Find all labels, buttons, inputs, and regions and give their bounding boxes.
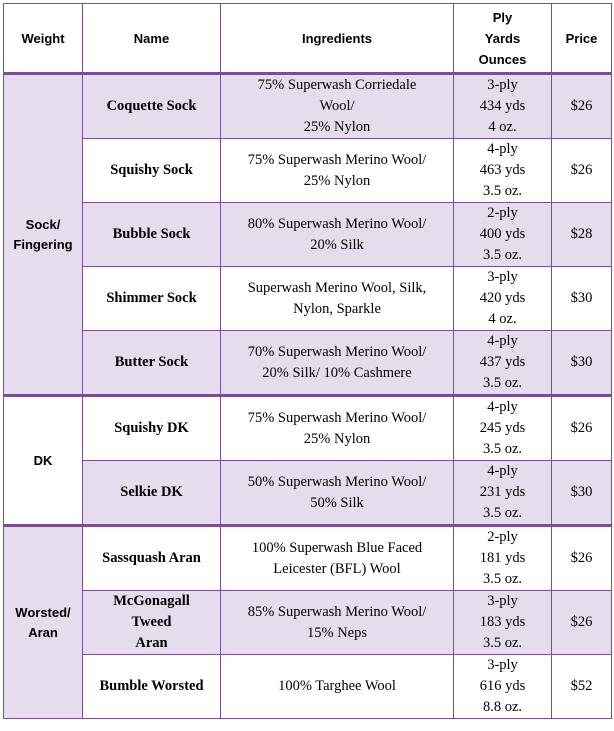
ingredient-line: 50% Silk — [310, 494, 364, 511]
header-name: Name — [83, 4, 221, 74]
yarn-name-cell — [83, 526, 221, 591]
ingredient-line: 25% Nylon — [303, 172, 371, 189]
yarn-name-cell — [83, 655, 221, 719]
ingredient-line: Nylon, Sparkle — [293, 300, 381, 317]
header-ply: Ply — [492, 9, 513, 25]
ingredients-cell — [221, 526, 454, 591]
yarn-name: Bubble Sock — [112, 226, 191, 242]
price-cell: $52 — [552, 655, 612, 719]
ply-value: 3-ply — [487, 657, 518, 673]
table-row — [4, 267, 612, 331]
ingredient-line: 100% Targhee Wool — [278, 678, 396, 694]
weight-label: Sock/ — [25, 216, 61, 232]
ply-yards-ounces-cell — [454, 655, 552, 719]
ply-yards-ounces-cell — [454, 526, 552, 591]
ounces-value: 8.8 oz. — [482, 699, 523, 715]
ounces-value: 3.5 oz. — [482, 375, 523, 391]
price-cell: $26 — [552, 74, 612, 139]
ingredient-line: 75% Superwash Corriedale — [257, 77, 417, 93]
ingredient-line: 20% Silk/ 10% Cashmere — [262, 364, 412, 381]
table-row — [4, 331, 612, 396]
ply-value: 3-ply — [487, 593, 518, 609]
yarn-name-cell — [83, 461, 221, 526]
yarn-name: Aran — [135, 635, 168, 651]
yards-value: 434 yds — [479, 98, 526, 114]
ingredient-line: 25% Nylon — [303, 430, 371, 447]
yards-value: 437 yds — [479, 354, 526, 370]
yarn-name: McGonagall — [113, 593, 190, 609]
ply-value: 3-ply — [487, 77, 518, 93]
header-ingredients: Ingredients — [221, 4, 454, 74]
ingredient-line: 20% Silk — [310, 236, 364, 253]
ingredients-cell — [221, 655, 454, 719]
yarn-name: Shimmer Sock — [106, 290, 197, 306]
table-row — [4, 655, 612, 719]
ply-yards-ounces-cell — [454, 591, 552, 655]
yarn-name-cell — [83, 396, 221, 461]
header-ply-yards-ounces — [454, 4, 552, 74]
ingredient-line: 70% Superwash Merino Wool/ — [247, 343, 427, 360]
ply-yards-ounces-cell — [454, 203, 552, 267]
ply-value: 3-ply — [487, 269, 518, 285]
ingredients-cell — [221, 396, 454, 461]
ingredients-cell — [221, 591, 454, 655]
ingredient-line: 25% Nylon — [303, 119, 371, 135]
yards-value: 400 yds — [479, 226, 526, 242]
ingredient-line: 15% Neps — [306, 624, 367, 641]
ingredient-line: 75% Superwash Merino Wool/ — [247, 151, 427, 168]
weight-label: Worsted/ — [15, 604, 71, 620]
table-row — [4, 396, 612, 461]
yards-value: 463 yds — [479, 162, 526, 178]
price-cell: $26 — [552, 591, 612, 655]
price-cell: $26 — [552, 396, 612, 461]
ingredient-line: 50% Superwash Merino Wool/ — [247, 473, 427, 490]
yards-value: 183 yds — [479, 614, 526, 630]
table-row — [4, 591, 612, 655]
weight-cell — [4, 74, 83, 396]
header-price: Price — [552, 4, 612, 74]
ingredient-line: Superwash Merino Wool, Silk, — [247, 279, 427, 296]
table-row — [4, 203, 612, 267]
yards-value: 420 yds — [479, 290, 526, 306]
header-weight: Weight — [4, 4, 83, 74]
ounces-value: 3.5 oz. — [482, 183, 523, 199]
yarn-name: Tweed — [131, 614, 172, 630]
header-yards: Yards — [484, 30, 521, 46]
yarn-table-container — [3, 3, 612, 719]
weight-label: DK — [33, 452, 53, 468]
price-cell: $28 — [552, 203, 612, 267]
yarn-name-cell — [83, 74, 221, 139]
weight-label: Aran — [28, 624, 58, 640]
table-body — [4, 74, 612, 719]
ply-yards-ounces-cell — [454, 139, 552, 203]
ounces-value: 4 oz. — [488, 119, 517, 135]
ingredient-line: Wool/ — [319, 98, 355, 114]
table-row — [4, 139, 612, 203]
yarn-name-cell — [83, 267, 221, 331]
ply-value: 4-ply — [487, 463, 518, 479]
ingredient-line: 75% Superwash Merino Wool/ — [247, 409, 427, 426]
yarn-name-cell — [83, 591, 221, 655]
ounces-value: 3.5 oz. — [482, 505, 523, 521]
ingredients-cell — [221, 331, 454, 396]
yards-value: 181 yds — [479, 550, 526, 566]
price-cell: $26 — [552, 139, 612, 203]
ingredients-cell — [221, 203, 454, 267]
yarn-name: Selkie DK — [120, 484, 183, 500]
ply-value: 4-ply — [487, 141, 518, 157]
ingredients-cell — [221, 267, 454, 331]
yarn-name: Bumble Worsted — [99, 678, 204, 694]
ingredients-cell — [221, 139, 454, 203]
yards-value: 231 yds — [479, 484, 526, 500]
ply-value: 4-ply — [487, 399, 518, 415]
yards-value: 245 yds — [479, 420, 526, 436]
price-cell: $30 — [552, 461, 612, 526]
ply-value: 4-ply — [487, 333, 518, 349]
ply-yards-ounces-cell — [454, 267, 552, 331]
ounces-value: 3.5 oz. — [482, 571, 523, 587]
ingredients-cell — [221, 461, 454, 526]
yarn-name: Sassquash Aran — [102, 550, 201, 566]
ply-value: 2-ply — [487, 205, 518, 221]
price-cell: $26 — [552, 526, 612, 591]
ply-yards-ounces-cell — [454, 461, 552, 526]
yarn-name: Squishy Sock — [110, 162, 193, 178]
ounces-value: 4 oz. — [488, 311, 517, 327]
weight-cell — [4, 396, 83, 526]
ingredient-line: 85% Superwash Merino Wool/ — [247, 603, 427, 620]
yarn-name: Coquette Sock — [106, 98, 197, 114]
ply-yards-ounces-cell — [454, 396, 552, 461]
ingredient-line: 100% Superwash Blue Faced — [251, 539, 423, 556]
yarn-name-cell — [83, 139, 221, 203]
yarn-name-cell — [83, 203, 221, 267]
ply-yards-ounces-cell — [454, 331, 552, 396]
yarn-name-cell — [83, 331, 221, 396]
ounces-value: 3.5 oz. — [482, 441, 523, 457]
ounces-value: 3.5 oz. — [482, 247, 523, 263]
weight-label: Fingering — [13, 236, 73, 252]
yarn-name: Butter Sock — [114, 354, 189, 370]
weight-cell — [4, 526, 83, 719]
header-ounces: Ounces — [478, 51, 527, 67]
yarn-price-table — [3, 3, 612, 719]
ingredient-line: Leicester (BFL) Wool — [273, 560, 401, 577]
price-cell: $30 — [552, 331, 612, 396]
table-row — [4, 526, 612, 591]
yarn-name: Squishy DK — [114, 420, 189, 436]
ounces-value: 3.5 oz. — [482, 635, 523, 651]
ingredient-line: 80% Superwash Merino Wool/ — [247, 215, 427, 232]
price-cell: $30 — [552, 267, 612, 331]
ply-yards-ounces-cell — [454, 74, 552, 139]
yards-value: 616 yds — [479, 678, 526, 694]
table-row — [4, 461, 612, 526]
ingredients-cell — [221, 74, 454, 139]
table-row — [4, 74, 612, 139]
header-row — [4, 4, 612, 74]
ply-value: 2-ply — [487, 529, 518, 545]
